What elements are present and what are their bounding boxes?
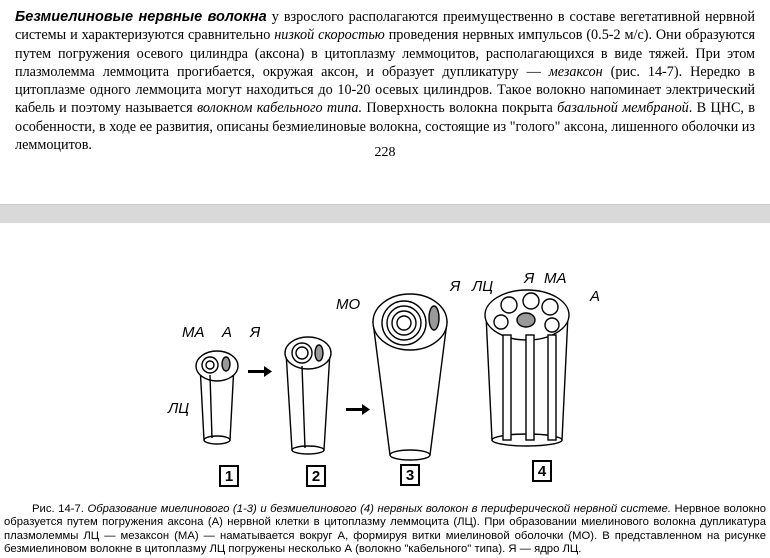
stage-number-1: 1 — [224, 468, 234, 485]
paragraph-text: . В ЦНС, в особенности, в ходе ее развития, описаны безмиелиновые волокна, состоящие из "голого" аксона, лишенного оболочки из леммоцитов. — [15, 100, 755, 154]
label-lc-1: ЛЦ — [168, 400, 190, 417]
caption-title: Образование миелинового (1-3) и безмиелинового (4) нервных волокон в периферической нервной системе. — [87, 503, 671, 515]
paragraph-text: у взрослого располагаются преимущественно в составе вегетативной нервной системы и характеризуются сравнительно — [15, 9, 755, 44]
stage-number-2: 2 — [311, 468, 321, 485]
paragraph-italic-term: волокном кабельного типа. — [196, 100, 362, 117]
label-ma-1: МА — [182, 324, 205, 341]
page-number: 228 — [374, 145, 396, 160]
stage-number-4: 4 — [537, 463, 547, 480]
paragraph-italic-term: базальной мембраной — [557, 100, 689, 117]
label-lc-4: ЛЦ — [472, 278, 494, 295]
paragraph-lead-term: Безмиелиновые нервные волокна — [15, 9, 267, 25]
caption-prefix: Рис. 14-7. — [32, 503, 88, 515]
paragraph-italic-term: мезаксон — [548, 63, 603, 80]
label-ya-1: Я — [250, 324, 261, 341]
nerve-fiber-figure — [160, 260, 620, 492]
label-a-4: А — [590, 288, 601, 305]
paragraph-text: (рис. 14-7). Нередко в цитоплазме одного леммоцита могут находиться до 10-20 осевых цилиндров. Такое волокно напоминает электрический кабель и поэтому называется — [15, 63, 755, 117]
label-ya-3: Я — [450, 278, 461, 295]
figure-overlay — [160, 260, 620, 492]
stage-number-3: 3 — [405, 467, 415, 484]
body-paragraph — [15, 8, 755, 154]
label-ma-4: МА — [544, 270, 567, 287]
paragraph-text: проведения нервных импульсов (0.5-2 м/с). Они образуются путем погружения осевого цилиндра (аксона) в цитоплазму леммоцитов, располагающихся в виде тяжей. При этом плазмолемма леммоцита прогибается, окружая аксон, и образует дупликатуру — — [15, 27, 755, 80]
paragraph-italic-term: низкой скоростью — [274, 27, 385, 44]
page-separator — [0, 204, 770, 224]
label-mo: МО — [336, 296, 361, 313]
paragraph-text: Поверхность волокна покрыта — [362, 100, 558, 117]
caption-body: Нервное волокно образуется путем погружения аксона (А) нервной клетки в цитоплазму леммоцита (ЛЦ). При образовании миелинового волокна дупликатура плазмолеммы ЛЦ — мезаксон (МА) — наматывается вокруг А, формируя витки миелиновой оболочки (МО). В представленном на рисунке безмиелиновом волокне в цитоплазму ЛЦ погружены несколько А (волокно "кабельного" типа). Я — ядро ЛЦ. — [4, 503, 766, 556]
figure-caption — [4, 503, 766, 557]
label-a-1: А — [222, 324, 233, 341]
label-ya-4: Я — [524, 270, 535, 287]
page-top — [0, 0, 770, 204]
